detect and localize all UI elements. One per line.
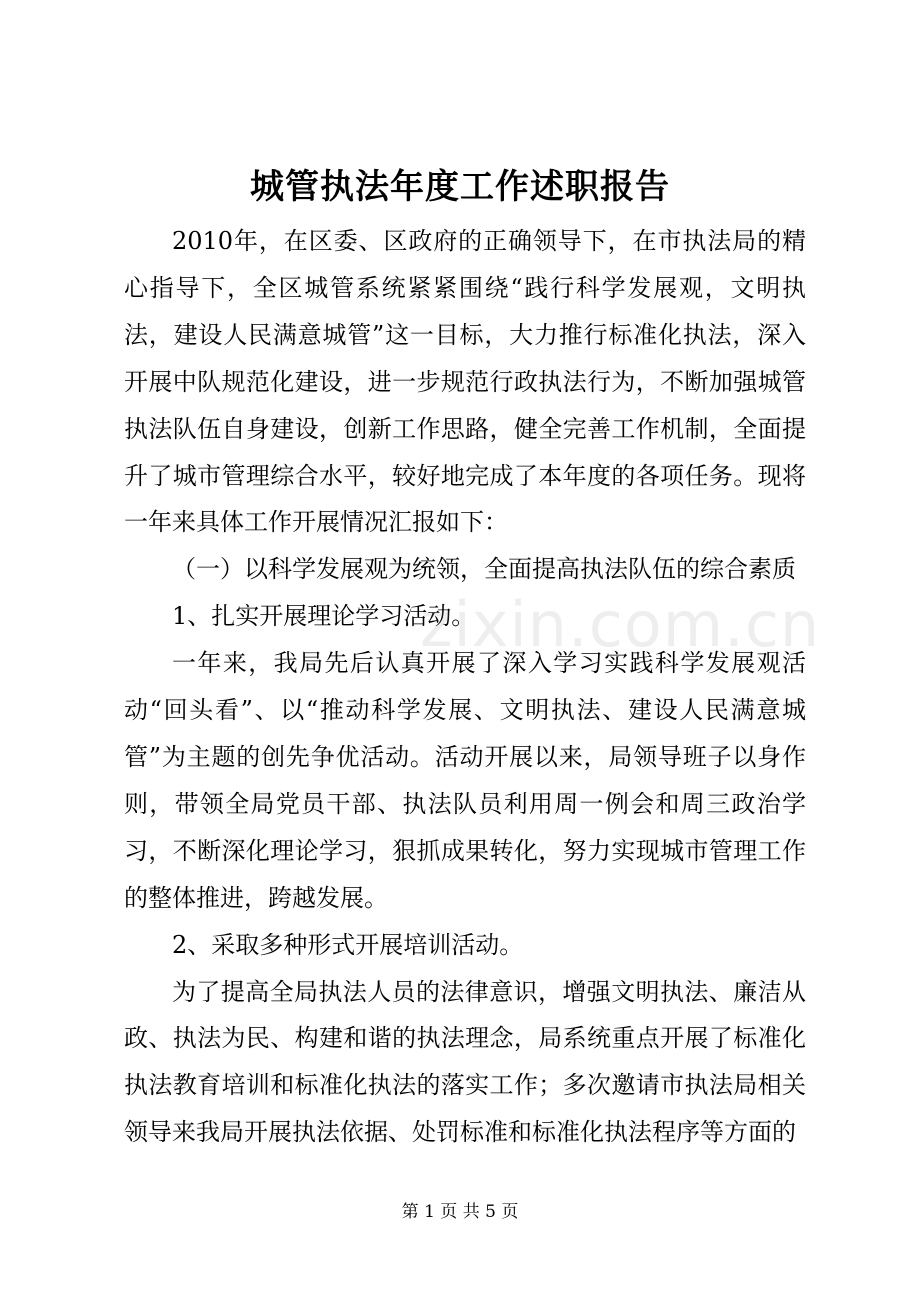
watermark: zixin.com.cn bbox=[420, 588, 821, 661]
subsection-heading-2: 2、采取多种形式开展培训活动。 bbox=[172, 930, 524, 959]
document-body bbox=[124, 218, 806, 1156]
subsection-heading-1: 1、扎实开展理论学习活动。 bbox=[172, 602, 476, 631]
section-heading-1: （一）以科学发展观为统领，全面提高执法队伍的综合素质 bbox=[172, 555, 796, 584]
paragraph-intro: 2010年，在区委、区政府的正确领导下，在市执法局的精心指导下，全区城管系统紧紧围绕“践行科学发展观，文明执法，建设人民满意城管”这一目标，大力推行标准化执法，深入开展中队规范化建设，进一步规范行政执法行为，不断加强城管执法队伍自身建设，创新工作思路，健全完善工作机制，全面提升了城市管理综合水平，较好地完成了本年度的各项任务。现将一年来具体工作开展情况汇报如下： bbox=[124, 227, 806, 537]
paragraph-training: 为了提高全局执法人员的法律意识，增强文明执法、廉洁从政、执法为民、构建和谐的执法理念，局系统重点开展了标准化执法教育培训和标准化执法的落实工作；多次邀请市执法局相关领导来我局开展执法依据、处罚标准和标准化执法程序等方面的 bbox=[124, 977, 806, 1147]
page-footer: 第 1 页 共 5 页 bbox=[401, 1202, 519, 1222]
paragraph-theory-study: 一年来，我局先后认真开展了深入学习实践科学发展观活动“回头看”、以“推动科学发展、文明执法、建设人民满意城管”为主题的创先争优活动。活动开展以来，局领导班子以身作则，带领全局党员干部、执法队员利用周一例会和周三政治学习，不断深化理论学习，狠抓成果转化，努力实现城市管理工作的整体推进，跨越发展。 bbox=[124, 649, 806, 912]
document-title: 城管执法年度工作述职报告 bbox=[250, 167, 670, 207]
